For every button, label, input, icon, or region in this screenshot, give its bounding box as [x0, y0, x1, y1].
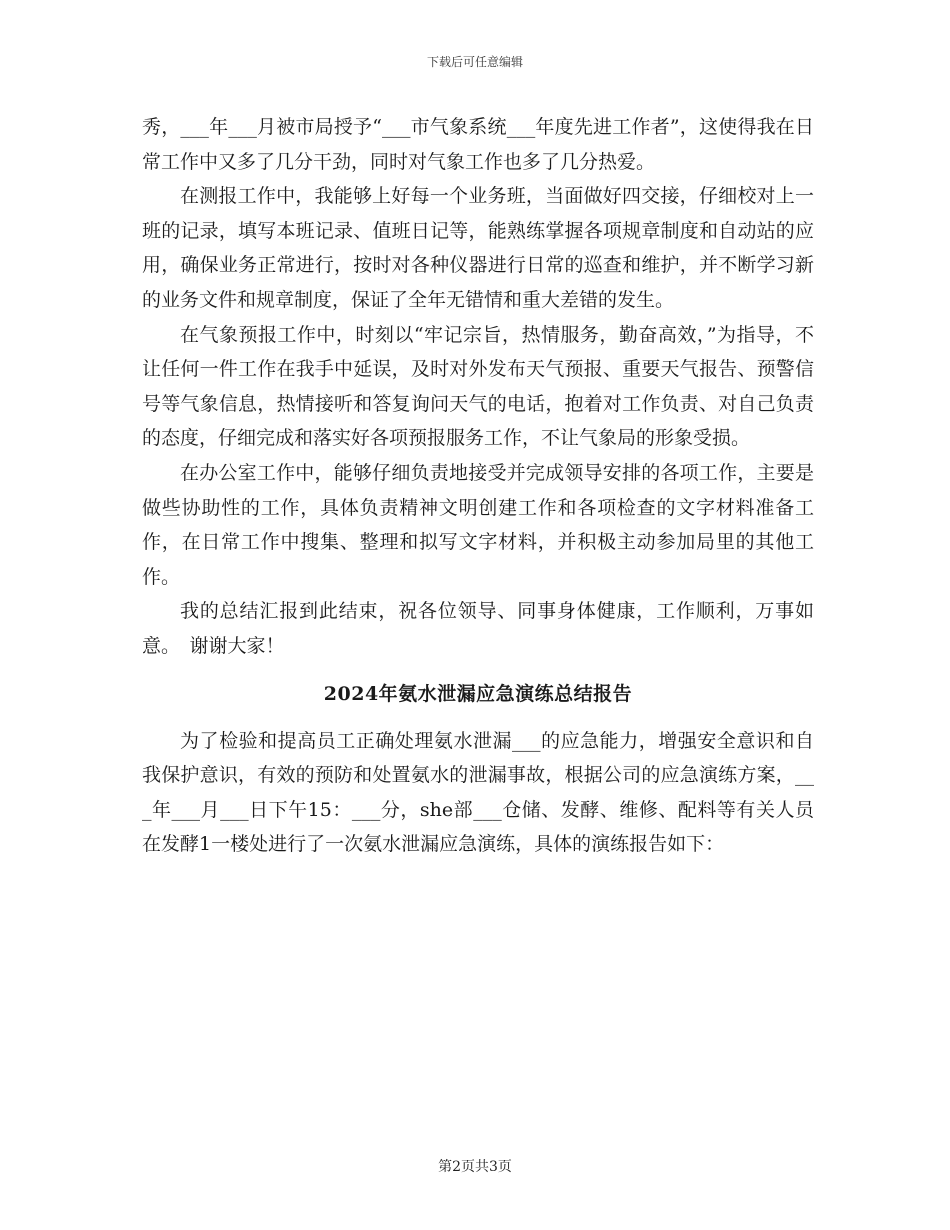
header-note: 下载后可任意编辑 [426, 55, 523, 69]
page-number: 第2页共3页 [438, 1159, 512, 1175]
paragraph-forecast-work: 在气象预报工作中，时刻以“牢记宗旨，热情服务，勤奋高效，”为指导，不让任何一件工作在我手中延误，及时对外发布天气预报、重要天气报告、预警信号等气象信息，热情接听和答复询问天气的电话，抱着对工作负责、对自己负责的态度，仔细完成和落实好各项预报服务工作，不让气象局的形象受损。 [142, 323, 814, 450]
document-body [142, 110, 814, 862]
paragraph-continuation: 秀，___年___月被市局授予“___市气象系统___年度先进工作者”，这使得我在日常工作中又多了几分干劲，同时对气象工作也多了几分热爱。 [142, 116, 814, 173]
paragraph-office-work: 在办公室工作中，能够仔细负责地接受并完成领导安排的各项工作，主要是做些协助性的工作，具体负责精神文明创建工作和各项检查的文字材料准备工作，在日常工作中搜集、整理和拟写文字材料，并积极主动参加局里的其他工作。 [142, 461, 814, 588]
paragraph-closing: 我的总结汇报到此结束，祝各位领导、同事身体健康，工作顺利，万事如意。 谢谢大家！ [142, 600, 814, 657]
report-title: 2024年氨水泄漏应急演练总结报告 [323, 682, 633, 705]
paragraph-report-intro: 为了检验和提高员工正确处理氨水泄漏___的应急能力，增强安全意识和自我保护意识，有效的预防和处置氨水的泄漏事故，根据公司的应急演练方案，___年___月___日下午15：___分，she部___仓储、发酵、维修、配料等有关人员在发酵1一楼处进行了一次氨水泄漏应急演练，具体的演练报告如下： [142, 729, 814, 856]
paragraph-observation-work: 在测报工作中，我能够上好每一个业务班，当面做好四交接，仔细校对上一班的记录，填写本班记录、值班日记等，能熟练掌握各项规章制度和自动站的应用，确保业务正常进行，按时对各种仪器进行日常的巡查和维护，并不断学习新的业务文件和规章制度，保证了全年无错情和重大差错的发生。 [142, 185, 814, 311]
